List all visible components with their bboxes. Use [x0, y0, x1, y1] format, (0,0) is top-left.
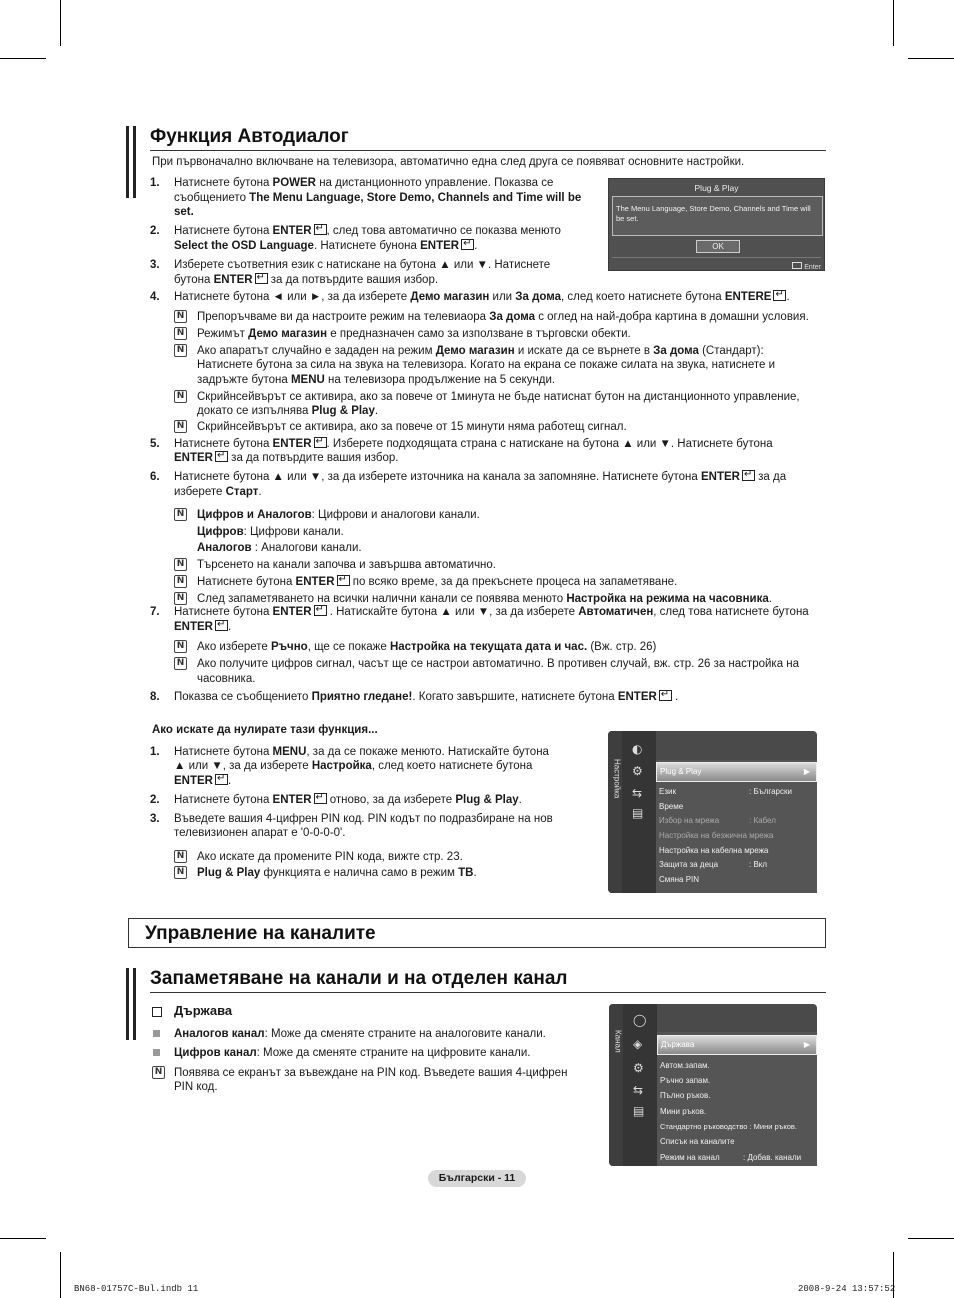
step-text: съобщението The Menu Language, Store Demo, Channels and Time will be	[174, 192, 582, 204]
note-icon: N	[174, 657, 187, 670]
enter-icon	[215, 774, 228, 785]
menu-item-channel-mode[interactable]: Режим на канал : Добав. канали	[660, 1153, 802, 1162]
item-text: Цифров канал: Може да сменяте страните на цифровите канали.	[174, 1047, 531, 1059]
menu-icon-column	[622, 731, 656, 893]
enter-icon	[461, 239, 474, 250]
arrow-right-icon: ▶	[803, 767, 810, 776]
menu-item-child-lock[interactable]: Защита за деца : Вкл	[659, 860, 768, 869]
section-box-heading	[128, 918, 826, 948]
step-number: 5.	[150, 438, 160, 450]
footer-timestamp: 2008-9-24 13:57:52	[798, 1284, 896, 1294]
crop-mark	[893, 0, 894, 46]
step-text: бутона ENTER↵ за да потвърдите вашия избор.	[174, 273, 438, 288]
enter-icon	[215, 451, 228, 462]
menu-category-label: Настройка	[612, 759, 622, 799]
channel-menu-osd	[609, 1004, 817, 1166]
note-text: Аналогов : Аналогови канали.	[197, 542, 362, 554]
note-icon: N	[174, 575, 187, 588]
step-text: ENTER↵ .	[174, 620, 231, 635]
heading-rule	[150, 992, 826, 993]
input-icon: ⇆	[632, 786, 643, 800]
step-text: Изберете съответния език с натискане на бутона ▲ или ▼. Натиснете	[174, 259, 551, 271]
page-number-badge: Български - 11	[428, 1170, 526, 1187]
step-text: ▲ или ▼, за да изберете Настройка, след което натиснете бутона	[174, 760, 533, 772]
menu-item-change-pin[interactable]: Смяна PIN	[659, 875, 700, 884]
enter-icon	[255, 273, 268, 284]
menu-item-network-select: Избор на мрежа : Кабел	[659, 816, 776, 825]
menu-side	[609, 1004, 623, 1166]
setup-menu-osd	[608, 731, 817, 893]
note-icon: N	[174, 558, 187, 571]
crop-mark	[0, 58, 46, 59]
menu-icon-column	[623, 1004, 657, 1166]
menu-item-language[interactable]: Език : Български	[659, 787, 792, 796]
note-text: Натиснете бутона ENTER↵ по всяко време, за да прекъснете процеса на запаметяване.	[197, 575, 677, 590]
step-text: Въведете вашия 4-цифрен PIN код. PIN кодът по подразбиране на нов	[174, 813, 553, 825]
plug-and-play-osd	[608, 178, 825, 271]
crop-mark	[60, 0, 61, 46]
input-icon: ⇆	[633, 1083, 644, 1097]
gear-icon: ⚙	[633, 1061, 644, 1075]
note-icon: N	[174, 390, 187, 403]
intro-text: При първоначално включване на телевизора, автоматично една след друга се появяват основните настройки.	[152, 156, 745, 168]
enter-icon	[337, 575, 350, 586]
step-number: 1.	[150, 177, 160, 189]
step-number: 3.	[150, 813, 160, 825]
application-icon: ▤	[633, 1104, 645, 1118]
note-icon: N	[174, 327, 187, 340]
menu-item-country[interactable]: Държава ▶	[657, 1035, 817, 1055]
osd-message: The Menu Language, Store Demo, Channels and Time will be set.	[612, 196, 823, 236]
note-text: Ако изберете Ръчно, ще се покаже Настройка на текущата дата и час. (Вж. стр. 26)	[197, 641, 657, 653]
step-number: 6.	[150, 471, 160, 483]
channel-icon[interactable]: ◈	[633, 1037, 643, 1051]
menu-item-manual-store[interactable]: Ръчно запам.	[660, 1076, 711, 1085]
step-text: Натиснете бутона ▲ или ▼, за да изберете източника на канала за запомняне. Натиснете бутона ENTER↵ за да	[174, 470, 786, 485]
step-text: ENTER↵ за да потвърдите вашия избор.	[174, 451, 398, 466]
note-icon: N	[174, 344, 187, 357]
note-text: Цифров: Цифрови канали.	[197, 526, 344, 538]
note-text: Препоръчваме ви да настроите режим на телевиаора За дома с оглед на най-добра картина в домашни условия.	[197, 311, 809, 323]
note-text: Цифров и Аналогов: Цифрови и аналогови канали.	[197, 509, 480, 521]
note-icon: N	[152, 1066, 165, 1079]
crop-mark	[908, 58, 954, 59]
footer-file-info: BN68-01757C-Bul.indb 11	[74, 1284, 199, 1294]
menu-item-channel-list[interactable]: Списък на каналите	[660, 1137, 735, 1146]
step-text: Select the OSD Language. Натиснете бунона ENTER↵ .	[174, 239, 477, 254]
arrow-right-icon: ▶	[803, 1040, 810, 1049]
note-text: Ако искате да промените PIN кода, вижте стр. 23.	[197, 851, 463, 863]
step-text: set.	[174, 206, 194, 218]
checkbox-icon	[152, 1007, 162, 1017]
note-icon: N	[174, 850, 187, 863]
heading-rule	[150, 150, 826, 151]
step-text: Натиснете бутона MENU, за да се покаже менюто. Натискайте бутона	[174, 746, 549, 758]
osd-title: Plug & Play	[694, 183, 739, 193]
enter-icon	[659, 690, 672, 701]
note-text: Ако апаратът случайно е зададен на режим Демо магазин и искате да се върнете в За дома (Стандарт):	[197, 345, 764, 357]
note-text: часовника.	[197, 673, 256, 685]
step-text: Натиснете бутона ENTER↵ , след това автоматично се показва менюто	[174, 224, 561, 239]
menu-side	[608, 731, 622, 893]
item-text: Аналогов канал: Може да сменяте страните на аналоговите канали.	[174, 1028, 546, 1040]
note-text: Скрийнсейвърът се активира, ако за повече от 15 минути няма работещ сигнал.	[197, 421, 627, 433]
note-text: Plug & Play функцията е налична само в режим ТВ.	[197, 867, 477, 879]
enter-icon	[215, 620, 228, 631]
enter-icon	[314, 793, 327, 804]
crop-mark	[908, 1238, 954, 1239]
note-icon: N	[174, 508, 187, 521]
step-number: 3.	[150, 259, 160, 271]
menu-item-time[interactable]: Време	[659, 802, 684, 811]
note-icon: N	[174, 420, 187, 433]
note-text: Режимът Демо магазин е предназначен само за използване в търговски обекти.	[197, 328, 631, 340]
note-icon: N	[174, 866, 187, 879]
step-number: 2.	[150, 794, 160, 806]
step-number: 1.	[150, 746, 160, 758]
step-text: Натиснете бутона ENTER↵ . Изберете подходящата страна с натискане на бутона ▲ или ▼. Натиснете бутона	[174, 437, 773, 452]
menu-item-wired-network[interactable]: Настройка на кабелна мрежа	[659, 846, 769, 855]
osd-ok-button[interactable]: OK	[696, 240, 740, 253]
note-icon: N	[174, 592, 187, 605]
note-icon: N	[174, 640, 187, 653]
note-text: Скрийнсейвърът се активира, ако за повече от 1минута не бъде натиснат бутон на дистанционното управление,	[197, 391, 800, 403]
step-number: 4.	[150, 291, 160, 303]
note-text: Появява се екранът за въвеждане на PIN код. Въведете вашия 4-цифрен	[174, 1067, 568, 1079]
note-text: задръжте бутона MENU на телевизора продължение на 5 секунди.	[197, 374, 556, 386]
note-icon: N	[174, 310, 187, 323]
enter-icon	[792, 262, 802, 269]
step-text: телевизионен апарат е '0-0-0-0'.	[174, 827, 346, 839]
menu-item-plug-and-play[interactable]: Plug & Play ▶	[656, 762, 817, 782]
enter-icon	[314, 437, 327, 448]
gear-icon[interactable]: ⚙	[632, 764, 643, 778]
enter-icon	[314, 224, 327, 235]
osd-footer: Enter	[612, 257, 821, 276]
menu-item-auto-store[interactable]: Автом.запам.	[660, 1061, 710, 1070]
menu-category-label: Канал	[613, 1030, 623, 1053]
picture-icon: ◯	[633, 1013, 647, 1027]
step-text: изберете Старт.	[174, 486, 262, 498]
menu-item-default-guide[interactable]: Стандартно ръководство : Мини ръков.	[660, 1122, 797, 1131]
application-icon: ▤	[632, 806, 644, 820]
enter-icon	[314, 605, 327, 616]
menu-item-mini-guide[interactable]: Мини ръков.	[660, 1107, 707, 1116]
step-text: ENTER↵ .	[174, 774, 231, 789]
note-text: След запаметяването на всички налични канали се появява менюто Настройка на режима на часовника.	[197, 593, 772, 605]
note-text: Търсенето на канали започва и завършва автоматично.	[197, 559, 496, 571]
heading-bar	[126, 968, 136, 1040]
step-text: Натиснете бутона ◄ или ►, за да изберете Демо магазин или За дома, след което натиснете бутона ENTERE↵ .	[174, 290, 790, 305]
step-number: 2.	[150, 225, 160, 237]
note-text: докато се изпълнява Plug & Play.	[197, 405, 379, 417]
enter-icon	[742, 470, 755, 481]
note-text: Натиснете бутона за сила на звука на телевизора. Когато на екрана се покаже силата на звука, натиснете и	[197, 359, 776, 371]
menu-item-list	[657, 1032, 817, 1166]
menu-item-full-guide[interactable]: Пълно ръков.	[660, 1091, 711, 1100]
section-title: Управление на каналите	[145, 923, 376, 944]
step-number: 7.	[150, 606, 160, 618]
crop-mark	[0, 1238, 46, 1239]
subsection-title: Държава	[174, 1003, 233, 1018]
menu-item-list	[656, 760, 817, 893]
section-title: Запаметяване на канали и на отделен канал	[150, 968, 568, 989]
step-text: Натиснете бутона POWER на дистанционното управление. Показва се	[174, 177, 554, 189]
note-text: Ако получите цифров сигнал, часът ще се настрои автоматично. В противен случай, вж. стр. 26 за настройка на	[197, 658, 800, 670]
note-text: PIN код.	[174, 1081, 218, 1093]
step-text: Показва се съобщението Приятно гледане!. Когато завършите, натиснете бутона ENTER↵ .	[174, 690, 678, 705]
bullet-icon	[153, 1049, 160, 1056]
bullet-icon	[153, 1030, 160, 1037]
crop-mark	[60, 1252, 61, 1298]
step-text: Натиснете бутона ENTER↵ отново, за да изберете Plug & Play.	[174, 793, 522, 808]
enter-icon	[773, 290, 786, 301]
step-number: 8.	[150, 691, 160, 703]
menu-item-wireless-network: Настройка на безжична мрежа	[659, 831, 774, 840]
picture-icon: ◐	[632, 742, 643, 756]
reset-title: Ако искате да нулирате тази функция...	[152, 724, 378, 736]
step-text: Натиснете бутона ENTER↵ . Натискайте бутона ▲ или ▼, за да изберете Автоматичен, след това натиснете бутона	[174, 605, 809, 620]
section-title: Функция Автодиалог	[150, 126, 349, 147]
heading-bar	[126, 126, 136, 198]
